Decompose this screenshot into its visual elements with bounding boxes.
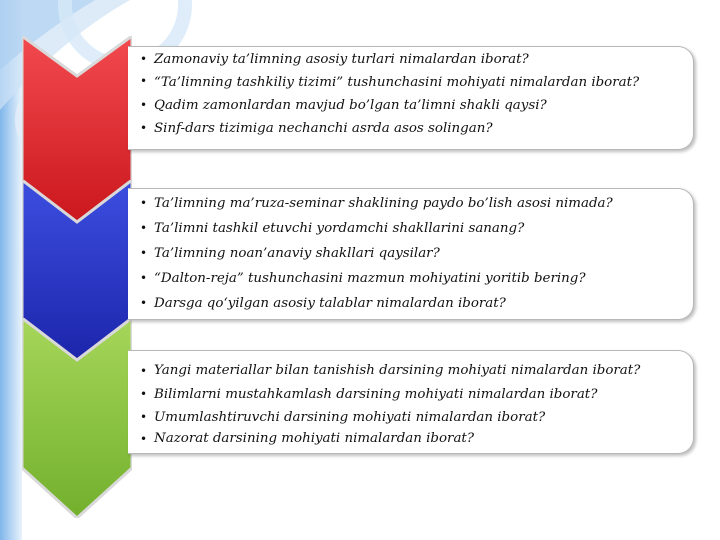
question-list-3 [128, 361, 693, 449]
question-item: • Zamonaviy ta’limning asosiy turlari nimalardan iborat? [128, 48, 693, 71]
question-box-3 [128, 350, 694, 454]
question-item: • Ta’limning noan’anaviy shakllari qaysilar? [128, 241, 693, 266]
question-item: • Darsga qo‘yilgan asosiy talablar nimalardan iborat? [128, 291, 693, 316]
question-item: • Sinf-dars tizimiga nechanchi asrda asos solingan? [128, 117, 693, 140]
question-item: • Nazorat darsining mohiyati nimalardan iborat? [128, 429, 693, 449]
question-item: • Umumlashtiruvchi darsining mohiyati nimalardan iborat? [128, 406, 693, 429]
question-item: • Qadim zamonlardan mavjud bo’lgan ta’limni shakli qaysi? [128, 94, 693, 117]
question-item: • “Dalton-reja” tushunchasini mazmun mohiyatini yoritib bering? [128, 266, 693, 291]
question-item: • Yangi materiallar bilan tanishish darsining mohiyati nimalardan iborat? [128, 361, 654, 383]
question-list-1 [128, 48, 693, 140]
question-item: • “Ta’limning tashkiliy tizimi” tushunchasini mohiyati nimalardan iborat? [128, 71, 654, 94]
chevron-green [22, 318, 132, 518]
question-item: • Ta’limning ma’ruza-seminar shaklining paydo bo’lish asosi nimada? [128, 191, 693, 216]
question-item: • Ta’limni tashkil etuvchi yordamchi shakllarini sanang? [128, 216, 693, 241]
question-box-2 [128, 188, 694, 320]
question-item: • Bilimlarni mustahkamlash darsining mohiyati nimalardan iborat? [128, 383, 693, 406]
question-list-2 [128, 191, 693, 316]
question-box-1 [128, 46, 694, 150]
